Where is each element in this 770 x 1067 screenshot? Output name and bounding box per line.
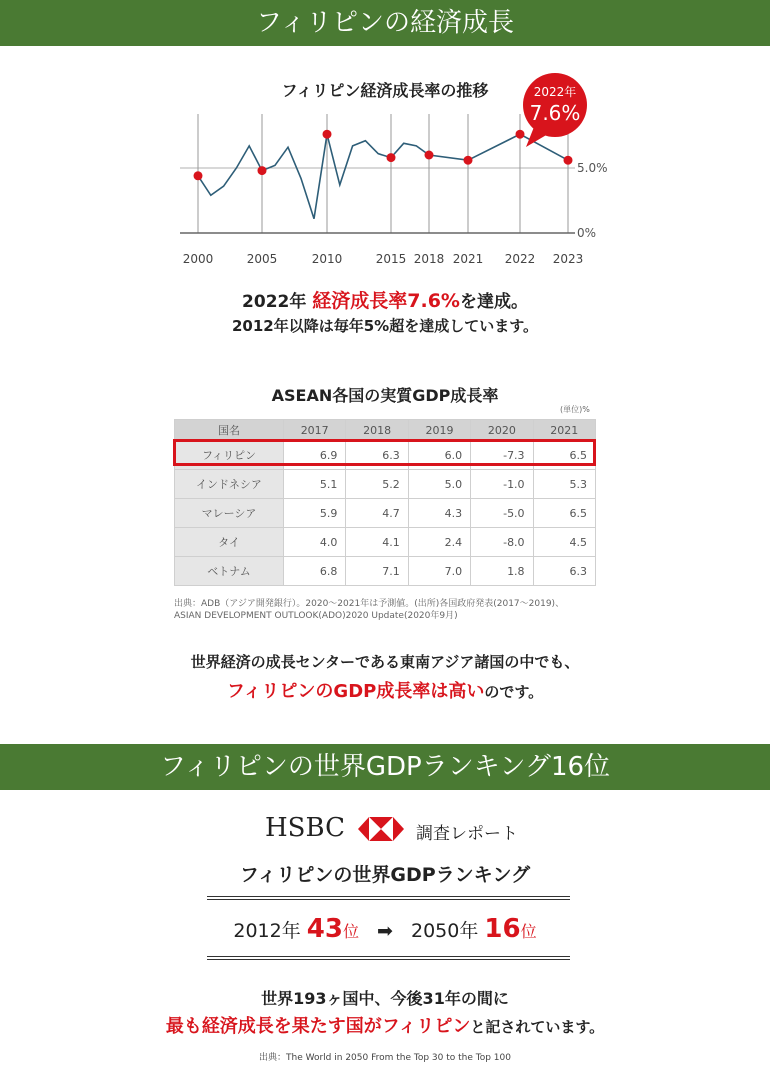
country-cell: インドネシア — [175, 470, 284, 499]
table-source — [174, 598, 564, 622]
table-header: 2020 — [471, 420, 533, 441]
y-tick-label: 0% — [577, 226, 597, 240]
year-2012: 2012年 — [233, 920, 301, 942]
value-cell: 6.8 — [284, 557, 346, 586]
x-tick-label: 2005 — [246, 252, 278, 266]
summary-highlight: フィリピンのGDP成長率は高い — [226, 681, 485, 702]
value-cell: 4.7 — [346, 499, 408, 528]
value-cell: 6.0 — [408, 441, 470, 470]
hsbc-text-line-2 — [0, 1012, 770, 1038]
table-header-row — [175, 420, 596, 441]
table-header: 国名 — [175, 420, 284, 441]
highlight-row-frame — [173, 439, 596, 466]
value-cell: 4.3 — [408, 499, 470, 528]
value-cell: 5.0 — [408, 470, 470, 499]
value-cell: 7.0 — [408, 557, 470, 586]
y-tick-label: 5.0% — [577, 161, 608, 175]
callout-bubble — [520, 72, 590, 152]
table-row — [175, 528, 596, 557]
x-tick-label: 2015 — [375, 252, 407, 266]
callout-value: 7.6% — [529, 101, 581, 125]
value-cell: -5.0 — [471, 499, 533, 528]
rank-2050: 16 — [484, 914, 521, 944]
hsbc-logo-text: HSBC — [265, 813, 345, 843]
value-cell: -7.3 — [471, 441, 533, 470]
value-cell: 6.3 — [346, 441, 408, 470]
x-tick-label: 2021 — [452, 252, 484, 266]
x-tick-label: 2023 — [552, 252, 584, 266]
report-label: 調査レポート — [416, 824, 518, 844]
hsbc-text-line: 世界193ヶ国中、今後31年の間に — [261, 989, 509, 1008]
achievement-suffix: を達成。 — [459, 292, 528, 312]
summary-line-2 — [0, 677, 770, 703]
value-cell: 4.5 — [533, 528, 595, 557]
series-line — [198, 134, 568, 219]
table-header: 2021 — [533, 420, 595, 441]
data-point — [464, 156, 473, 165]
data-point — [323, 130, 332, 139]
value-cell: 5.9 — [284, 499, 346, 528]
country-cell: ベトナム — [175, 557, 284, 586]
arrow-right-icon: ➡ — [377, 920, 393, 942]
value-cell: 2.4 — [408, 528, 470, 557]
data-point — [387, 153, 396, 162]
x-tick-label: 2010 — [311, 252, 343, 266]
table-title: ASEAN各国の実質GDP成長率 — [271, 386, 499, 405]
table-source-line: 出典：ADB（アジア開発銀行）。2020〜2021年は予測値。(出所)各国政府発表(2017〜2019)、 — [174, 599, 565, 609]
value-cell: 4.0 — [284, 528, 346, 557]
double-rule-top — [207, 896, 570, 900]
x-tick-label: 2018 — [413, 252, 445, 266]
rank-2012: 43 — [306, 914, 343, 944]
summary-suffix: のです。 — [484, 683, 544, 701]
value-cell: 6.5 — [533, 441, 595, 470]
country-cell: タイ — [175, 528, 284, 557]
callout-year: 2022年 — [533, 85, 577, 99]
section-banner-ranking — [0, 744, 770, 790]
data-point — [564, 156, 573, 165]
achievement-highlight: 経済成長率7.6% — [312, 290, 460, 312]
data-point — [194, 171, 203, 180]
x-tick-label: 2022 — [504, 252, 536, 266]
country-cell: フィリピン — [175, 441, 284, 470]
table-source-line: ASIAN DEVELOPMENT OUTLOOK(ADO)2020 Update(2020年9月) — [174, 611, 458, 621]
section-banner-economy — [0, 0, 770, 46]
hsbc-source: 出典：The World in 2050 From the Top 30 to the Top 100 — [259, 1053, 511, 1063]
hsbc-highlight: 最も経済成長を果たす国がフィリピン — [165, 1016, 471, 1037]
country-cell: マレーシア — [175, 499, 284, 528]
summary-line: 世界経済の成長センターである東南アジア諸国の中でも、 — [190, 653, 580, 671]
hsbc-suffix: と記されています。 — [470, 1018, 605, 1036]
data-point — [258, 166, 267, 175]
value-cell: 7.1 — [346, 557, 408, 586]
value-cell: -8.0 — [471, 528, 533, 557]
table-row — [175, 499, 596, 528]
value-cell: 4.1 — [346, 528, 408, 557]
table-header: 2018 — [346, 420, 408, 441]
value-cell: -1.0 — [471, 470, 533, 499]
chart-title: フィリピン経済成長率の推移 — [281, 81, 489, 100]
table-header: 2017 — [284, 420, 346, 441]
table-unit: (単位)% — [560, 405, 590, 414]
value-cell: 1.8 — [471, 557, 533, 586]
section-title: フィリピンの世界GDPランキング16位 — [159, 752, 611, 782]
double-rule-bottom — [207, 956, 570, 960]
year-2050: 2050年 — [411, 920, 479, 942]
achievement-line — [0, 286, 770, 313]
rank-suffix: 位 — [342, 922, 359, 941]
ranking-line — [0, 914, 770, 944]
table-row — [175, 470, 596, 499]
table-header: 2019 — [408, 420, 470, 441]
achievement-subline: 2012年以降は毎年5%超を達成しています。 — [231, 317, 539, 335]
rank-suffix: 位 — [520, 922, 537, 941]
hsbc-hexagon-icon — [358, 817, 404, 841]
achievement-prefix: 2022年 — [242, 292, 313, 312]
value-cell: 5.1 — [284, 470, 346, 499]
section-title: フィリピンの経済成長 — [256, 8, 514, 38]
data-point — [425, 151, 434, 160]
value-cell: 5.3 — [533, 470, 595, 499]
value-cell: 5.2 — [346, 470, 408, 499]
table-row — [175, 557, 596, 586]
value-cell: 6.5 — [533, 499, 595, 528]
x-tick-label: 2000 — [182, 252, 214, 266]
value-cell: 6.9 — [284, 441, 346, 470]
ranking-heading: フィリピンの世界GDPランキング — [239, 864, 531, 886]
value-cell: 6.3 — [533, 557, 595, 586]
